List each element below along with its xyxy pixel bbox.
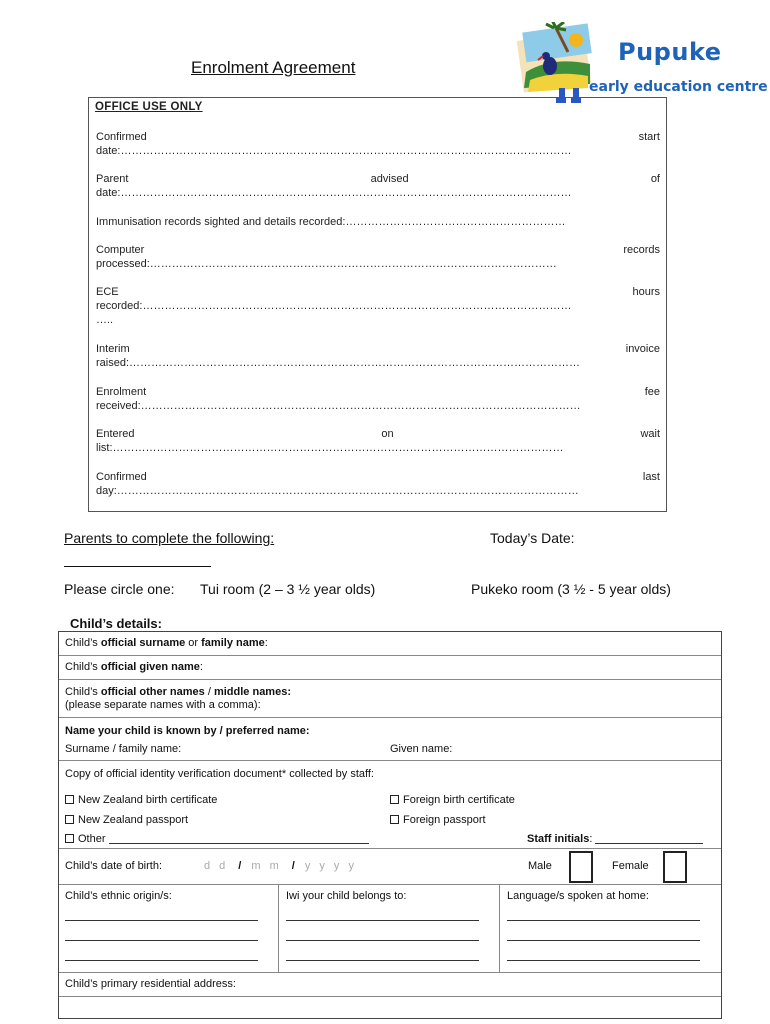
- dob-month-placeholder[interactable]: m m: [251, 860, 282, 872]
- tui-room-option[interactable]: Tui room (2 – 3 ½ year olds): [200, 581, 376, 597]
- office-row-confirmed-last-day[interactable]: [96, 470, 660, 498]
- row-word: last: [642, 471, 660, 483]
- row-word: Confirmed: [96, 471, 147, 483]
- dob-label: Child’s date of birth:: [65, 860, 163, 872]
- todays-date-field[interactable]: [64, 566, 211, 567]
- language-line[interactable]: [507, 960, 700, 961]
- address-row[interactable]: [59, 973, 721, 997]
- dob-separator: /: [291, 860, 295, 872]
- row-word: invoice: [625, 343, 660, 355]
- label-part: /: [204, 686, 214, 698]
- label-part: official given name: [100, 661, 200, 673]
- room-prompt: Please circle one:: [64, 581, 175, 597]
- iwi-line[interactable]: [286, 920, 479, 921]
- row-word: ECE: [96, 286, 119, 298]
- option-label: Foreign birth certificate: [403, 794, 515, 806]
- parents-complete-label: Parents to complete the following:: [64, 530, 275, 546]
- label-part: official other names: [100, 686, 205, 698]
- label-part: Child’s: [65, 661, 101, 673]
- staff-initials-label: Staff initials: [527, 833, 590, 845]
- child-details-form: [58, 631, 722, 1019]
- address-input-area[interactable]: [59, 997, 721, 1019]
- label-part: :: [199, 661, 203, 673]
- origin-iwi-language-row: [59, 885, 721, 973]
- language-label: Language/s spoken at home:: [507, 890, 649, 902]
- document-title: Enrolment Agreement: [191, 58, 356, 77]
- label-part: :: [264, 637, 268, 649]
- logo-tagline: early education centre: [589, 79, 768, 95]
- label-part: middle names:: [213, 686, 291, 698]
- row-word: wait: [640, 428, 660, 440]
- nz-passport-option[interactable]: [65, 814, 188, 826]
- checkbox-icon[interactable]: [390, 795, 399, 804]
- office-row-interim-invoice[interactable]: [96, 342, 660, 370]
- other-document-option[interactable]: [65, 833, 369, 845]
- office-use-heading: OFFICE USE ONLY: [95, 101, 203, 113]
- preferred-name-row[interactable]: [59, 718, 721, 761]
- label-part: family name: [201, 637, 265, 649]
- staff-initials[interactable]: [527, 833, 703, 845]
- pukeko-room-option[interactable]: Pukeko room (3 ½ - 5 year olds): [471, 581, 671, 597]
- dob-year-placeholder[interactable]: y y y y: [304, 860, 357, 872]
- identity-document-row: [59, 761, 721, 849]
- date-of-birth-row[interactable]: [59, 849, 721, 885]
- label-part: official surname: [100, 637, 186, 649]
- row-dots: processed:…………………………………………………………………………………………………: [96, 258, 557, 270]
- given-name-row[interactable]: [59, 656, 721, 680]
- preferred-name-heading: Name your child is known by / preferred name:: [65, 725, 310, 737]
- dob-input[interactable]: [204, 860, 357, 872]
- row-word: on: [381, 428, 394, 440]
- other-document-field[interactable]: [109, 843, 369, 844]
- checkbox-icon[interactable]: [65, 815, 74, 824]
- row-dots: raised:……………………………………………………………………………………………………………: [96, 357, 581, 369]
- row-word: fee: [644, 386, 660, 398]
- label-part: Child’s: [65, 686, 101, 698]
- checkbox-icon[interactable]: [65, 834, 74, 843]
- office-row-wait-list[interactable]: [96, 427, 660, 455]
- office-use-box: [88, 97, 667, 512]
- dob-separator: /: [238, 860, 242, 872]
- column-divider: [278, 885, 279, 973]
- office-row-parent-advised[interactable]: [96, 172, 660, 200]
- other-names-label: [65, 686, 291, 712]
- surname-row[interactable]: [59, 632, 721, 656]
- option-label: Other: [78, 833, 106, 845]
- foreign-passport-option[interactable]: [390, 814, 486, 826]
- logo-art: [517, 22, 592, 103]
- option-label: New Zealand passport: [78, 814, 189, 826]
- row-dots: recorded:………………………………………………………………………………………………………: [96, 300, 572, 312]
- row-word: Enrolment: [96, 386, 147, 398]
- option-label: Foreign passport: [403, 814, 486, 826]
- row-word: Computer: [96, 244, 145, 256]
- option-label: New Zealand birth certificate: [78, 794, 218, 806]
- office-row-computer-records[interactable]: [96, 243, 660, 271]
- label-part: or: [185, 637, 202, 649]
- other-names-note: (please separate names with a comma):: [65, 699, 261, 711]
- row-word: Entered: [96, 428, 135, 440]
- ethnic-origin-line[interactable]: [65, 920, 258, 921]
- iwi-line[interactable]: [286, 940, 479, 941]
- given-name-label: [65, 661, 203, 673]
- row-word: of: [650, 173, 660, 185]
- ethnic-origin-line[interactable]: [65, 940, 258, 941]
- row-dots: date:……………………………………………………………………………………………………………: [96, 145, 572, 157]
- male-checkbox[interactable]: [569, 851, 593, 883]
- surname-label: [65, 637, 268, 649]
- row-dots: list:……………………………………………………………………………………………………………: [96, 442, 564, 454]
- nz-birth-certificate-option[interactable]: [65, 794, 217, 806]
- female-checkbox[interactable]: [663, 851, 687, 883]
- row-dots: received:…………………………………………………………………………………………………………: [96, 400, 581, 412]
- column-divider: [499, 885, 500, 973]
- row-word: Parent: [96, 173, 129, 185]
- row-dots: date:……………………………………………………………………………………………………………: [96, 187, 572, 199]
- preferred-given-label: Given name:: [390, 743, 453, 755]
- iwi-line[interactable]: [286, 960, 479, 961]
- dob-day-placeholder[interactable]: d d: [204, 860, 229, 872]
- ethnic-origin-label: Child’s ethnic origin/s:: [65, 890, 172, 902]
- female-label: Female: [612, 860, 649, 872]
- office-row-ece-hours[interactable]: [96, 285, 660, 327]
- row-word: Interim: [96, 343, 130, 355]
- male-label: Male: [528, 860, 552, 872]
- ethnic-origin-line[interactable]: [65, 960, 258, 961]
- row-word: records: [623, 244, 660, 256]
- foreign-birth-certificate-option[interactable]: [390, 794, 515, 806]
- row-text: Immunisation records sighted and details recorded:……………………………………………………: [96, 216, 566, 228]
- identity-document-label: Copy of official identity verification document* collected by staff:: [65, 768, 374, 780]
- row-dots: day:………………………………………………………………………………………………………………: [96, 485, 579, 497]
- row-word: hours: [632, 286, 660, 298]
- office-row-confirmed-start[interactable]: [96, 130, 660, 158]
- staff-initials-colon: :: [589, 833, 593, 845]
- row-word: Confirmed: [96, 131, 147, 143]
- todays-date-label: Today’s Date:: [490, 530, 575, 546]
- preferred-surname-label: Surname / family name:: [65, 743, 182, 755]
- address-label: Child’s primary residential address:: [65, 978, 236, 990]
- language-line[interactable]: [507, 940, 700, 941]
- iwi-label: Iwi your child belongs to:: [286, 890, 407, 902]
- other-names-row[interactable]: [59, 680, 721, 718]
- childs-details-title: Child’s details:: [70, 616, 162, 631]
- staff-initials-field[interactable]: [595, 843, 703, 844]
- language-line[interactable]: [507, 920, 700, 921]
- childs-details-heading: [64, 616, 162, 631]
- row-word: start: [638, 131, 660, 143]
- checkbox-icon[interactable]: [390, 815, 399, 824]
- row-dots-extra: …..: [96, 314, 114, 326]
- label-part: Child’s: [65, 637, 101, 649]
- office-row-enrolment-fee[interactable]: [96, 385, 660, 413]
- logo-brand-text: Pupuke: [618, 38, 722, 66]
- row-word: advised: [370, 173, 409, 185]
- checkbox-icon[interactable]: [65, 795, 74, 804]
- office-row-immunisation[interactable]: [96, 215, 660, 229]
